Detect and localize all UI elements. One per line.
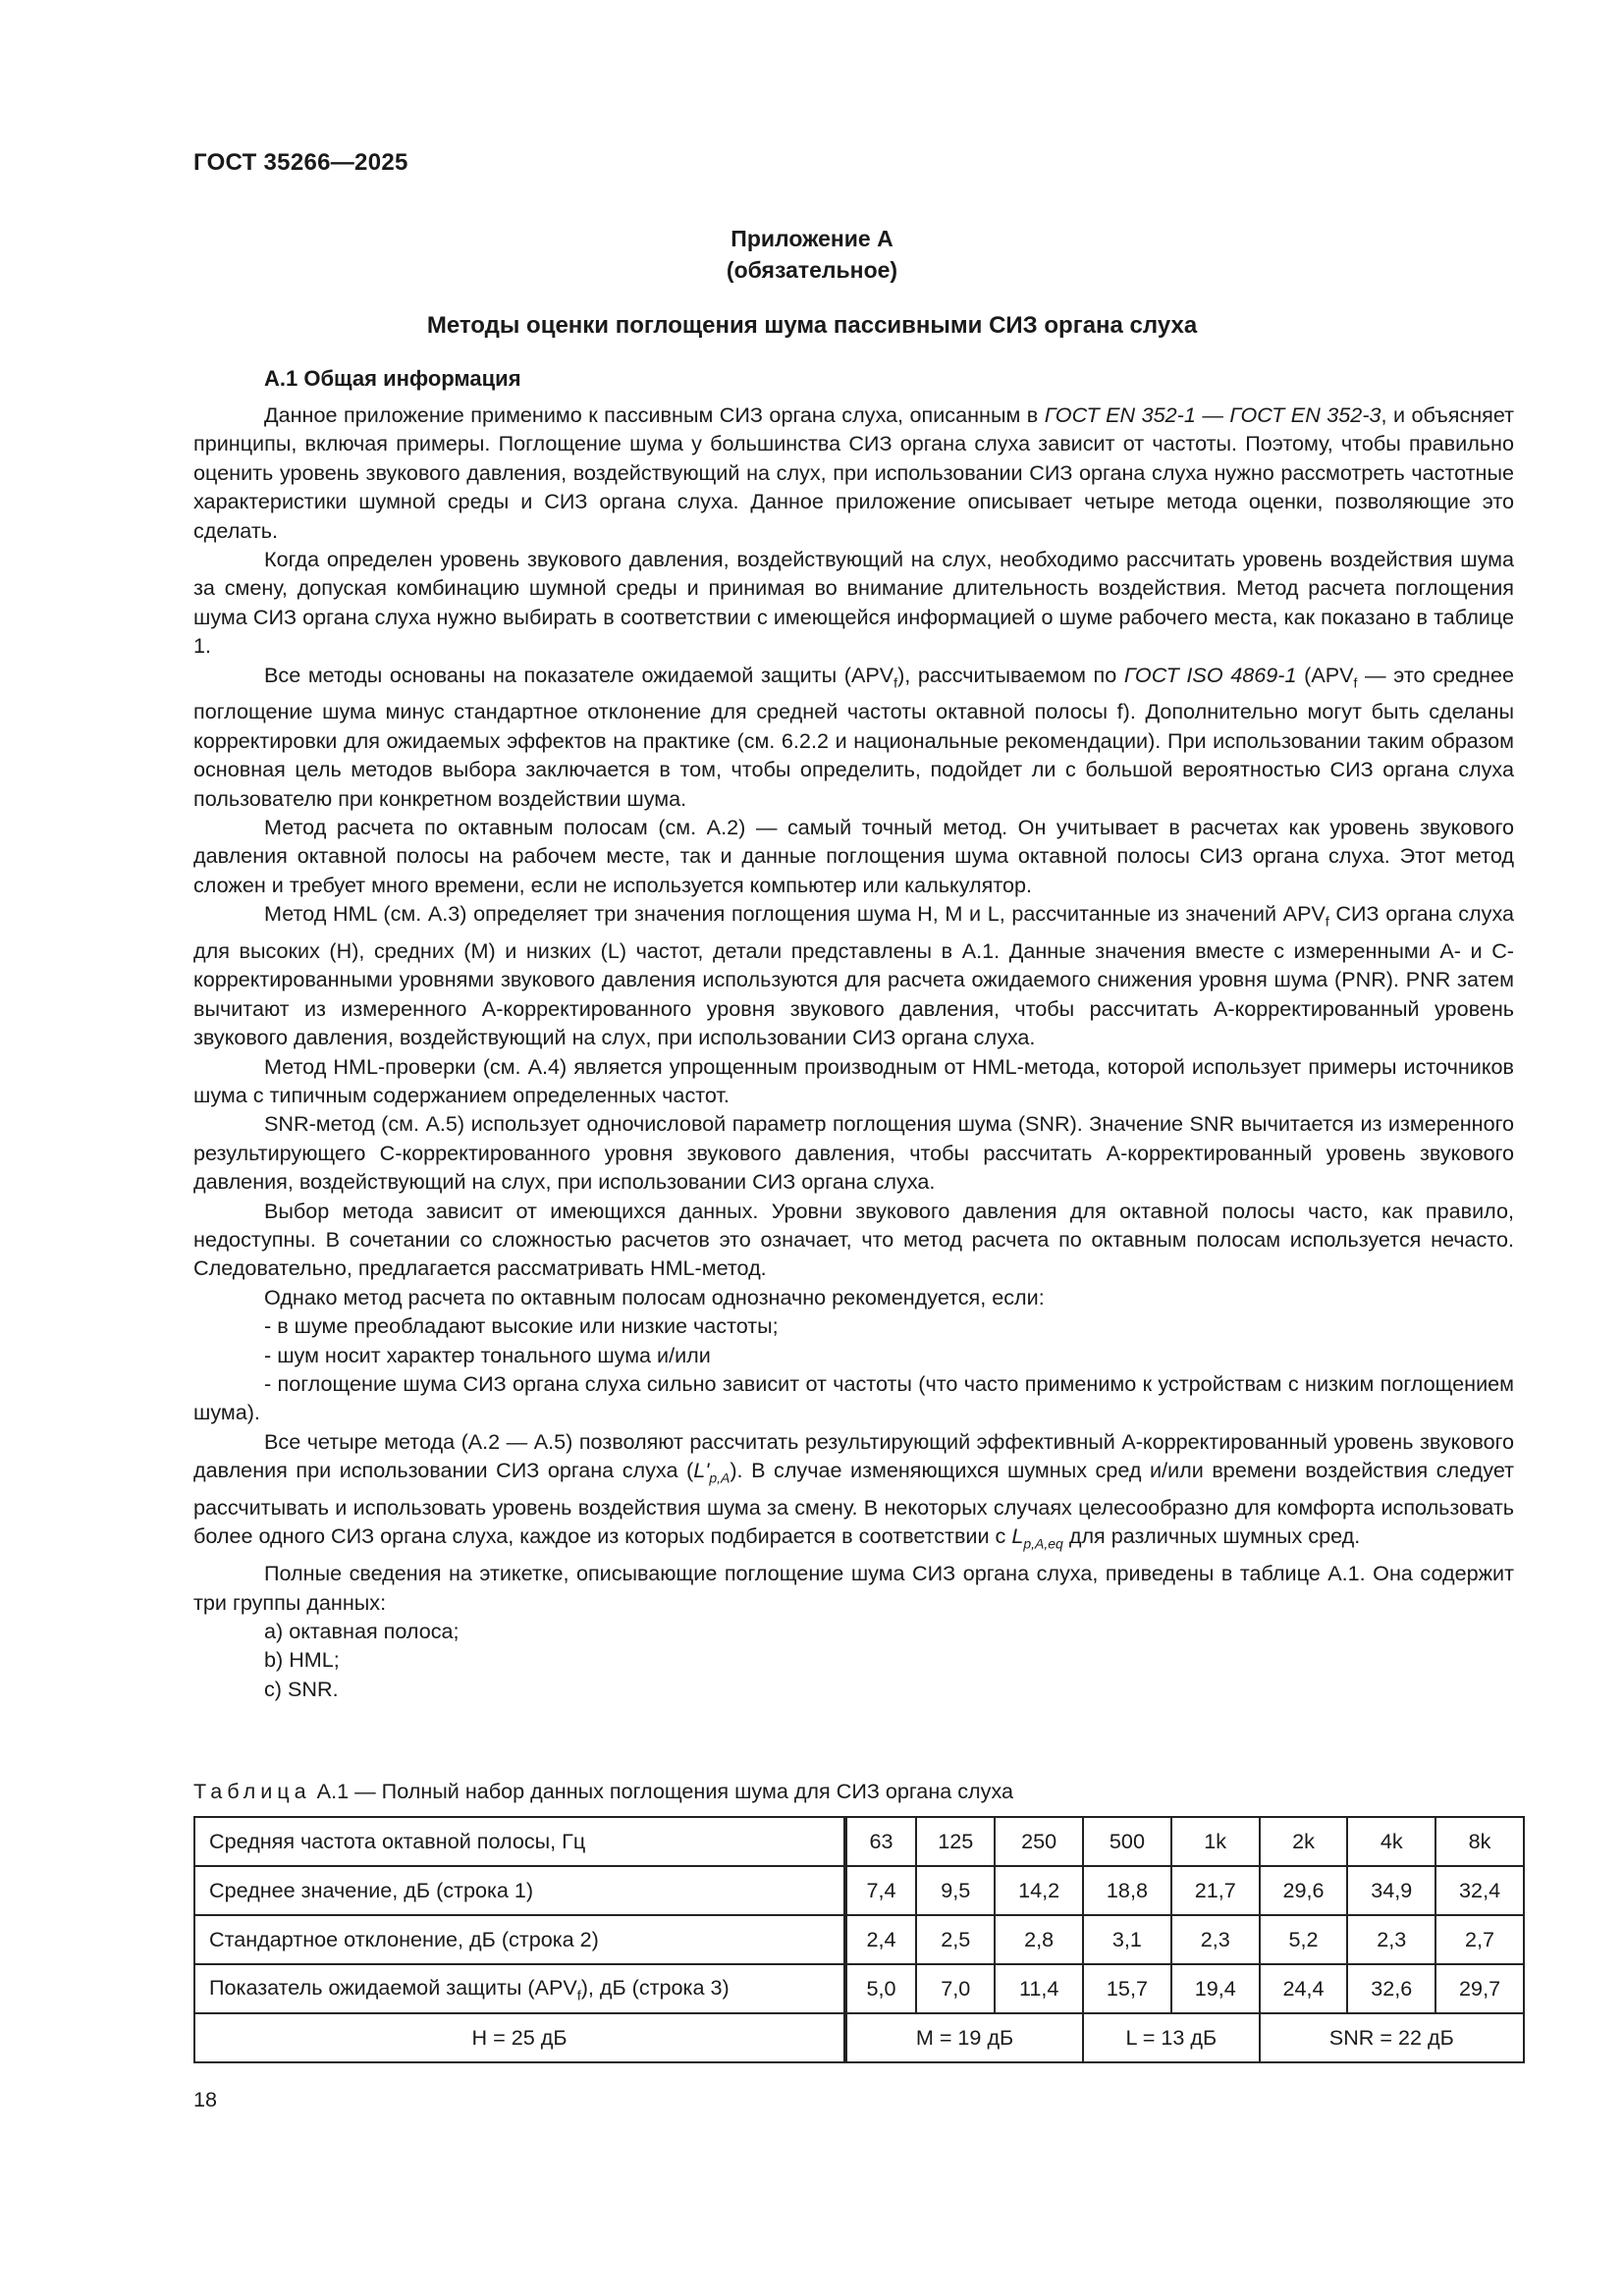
table-cell: 2,5 — [916, 1915, 995, 1964]
paragraph-11: Полные сведения на этикетке, описывающие поглощение шума СИЗ органа слуха, приведены в таблице А.1. Она содержит три группы данных: — [193, 1561, 1514, 1615]
noise-data-table — [193, 1816, 1525, 2063]
table-row — [194, 1866, 1524, 1915]
paragraph-8: Выбор метода зависит от имеющихся данных. Уровни звукового давления для октавной полосы часто, как правило, недоступны. В сочетании со сложностью расчетов это означает, что метод расчета по октавным полосам используется нечасто. Следовательно, предлагается рассматривать HML-метод. — [193, 1198, 1514, 1281]
paragraph-7: SNR-метод (см. А.5) использует одночисловой параметр поглощения шума (SNR). Значение SNR вычитается из измеренного результирующего С-корректированного уровня звукового давления, чтобы рассчитать А-корректированный уровень звукового давления, воздействующий на слух, при использовании СИЗ органа слуха. — [193, 1111, 1514, 1195]
bullet-1: - в шуме преобладают высокие или низкие частоты; — [264, 1313, 779, 1339]
paragraph-5: Метод HML (см. А.3) определяет три значения поглощения шума H, M и L, рассчитанные из значений $APV_f$ СИЗ органа слуха для высоких (H), средних (M) и низких (L) частот, детали представлены в А.1. Данные значения вместе с измеренными А- и С-корректированными уровнями звукового давления используются для расчета ожидаемого снижения уровня шума (PNR). PNR затем вычитают из измеренного А-корректированного уровня звукового давления, чтобы рассчитать А-корректированный уровень звукового давления, воздействующий на слух, при использовании СИЗ органа слуха. — [193, 901, 1515, 1050]
annex-heading: Методы оценки поглощения шума пассивными СИЗ органа слуха — [426, 312, 1198, 339]
list-item-c: c) SNR. — [264, 1676, 339, 1701]
table-cell: 29,7 — [1435, 1964, 1524, 2013]
table-cell: Показатель ожидаемой защиты $(APV_f)$, дБ (строка 3) — [194, 1964, 845, 2013]
table-cell: 1k — [1171, 1817, 1260, 1866]
table-cell: 19,4 — [1171, 1964, 1260, 2013]
list-item-b: b) HML; — [264, 1647, 340, 1673]
table-cell: 4k — [1347, 1817, 1435, 1866]
table-row — [194, 1817, 1524, 1866]
bullet-3: - поглощение шума СИЗ органа слуха сильно зависит от частоты (что часто применимо к устройствам с низким поглощением шума). — [193, 1371, 1514, 1425]
page-number: 18 — [193, 2087, 218, 2111]
paragraph-6: Метод HML-проверки (см. А.4) является упрощенным производным от HML-метода, которой использует примеры источников шума с типичным содержанием определенных частот. — [193, 1053, 1514, 1107]
m-value-cell: M = 19 дБ — [845, 2013, 1083, 2062]
table-cell: Среднее значение, дБ (строка 1) — [194, 1866, 845, 1915]
table-row — [194, 1964, 1524, 2013]
table-cell: 9,5 — [916, 1866, 995, 1915]
table-cell: Стандартное отклонение, дБ (строка 2) — [194, 1915, 845, 1964]
table-cell: 21,7 — [1171, 1866, 1260, 1915]
table-cell: 18,8 — [1083, 1866, 1171, 1915]
table-cell: 500 — [1083, 1817, 1171, 1866]
table-cell: 7,0 — [916, 1964, 995, 2013]
table-cell: 2,3 — [1171, 1915, 1260, 1964]
table-cell: 29,6 — [1260, 1866, 1348, 1915]
table-cell: 11,4 — [995, 1964, 1083, 2013]
table-cell: 2,4 — [845, 1915, 916, 1964]
table-cell: 2k — [1260, 1817, 1348, 1866]
table-cell: 34,9 — [1347, 1866, 1435, 1915]
table-caption: Таблица А.1 — Полный набор данных поглощения шума для СИЗ органа слуха — [193, 1779, 1014, 1803]
table-cell: 32,4 — [1435, 1866, 1524, 1915]
table-cell: 7,4 — [845, 1866, 916, 1915]
paragraph-9: Однако метод расчета по октавным полосам однозначно рекомендуется, если: — [264, 1284, 1045, 1309]
annex-status: (обязательное) — [726, 257, 898, 283]
table-cell: 32,6 — [1347, 1964, 1435, 2013]
snr-value-cell: SNR = 22 дБ — [1260, 2013, 1524, 2062]
table-cell: 250 — [995, 1817, 1083, 1866]
table-cell: 24,4 — [1260, 1964, 1348, 2013]
table-cell: 15,7 — [1083, 1964, 1171, 2013]
body-text — [193, 400, 1514, 1703]
table-cell: 2,8 — [995, 1915, 1083, 1964]
table-summary-row — [194, 2013, 1524, 2062]
paragraph-2: Когда определен уровень звукового давления, воздействующий на слух, необходимо рассчитать уровень воздействия шума за смену, допуская комбинацию шумной среды и принимая во внимание длительность воздействия. Метод расчета поглощения шума СИЗ органа слуха нужно выбирать в соответствии с имеющейся информацией о шуме рабочего места, как показано в таблице 1. — [193, 547, 1514, 659]
paragraph-10: Все четыре метода (А.2 — А.5) позволяют рассчитать результирующий эффективный А-корректированный уровень звукового давления при использовании СИЗ органа слуха $(L'_{p,A})$. В случае изменяющихся шумных сред и/или времени воздействия следует рассчитывать и использовать уровень воздействия шума за смену. В некоторых случаях целесообразно для комфорта использовать более одного СИЗ органа слуха, каждое из которых подбирается в соответствии с $L_{p,A,eq}$ для различных шумных сред. — [193, 1428, 1515, 1552]
table-cell: 14,2 — [995, 1866, 1083, 1915]
table-cell: 5,2 — [1260, 1915, 1348, 1964]
table-row — [194, 1915, 1524, 1964]
paragraph-1: Данное приложение применимо к пассивным СИЗ органа слуха, описанным в ГОСТ EN 352-1 — ГОСТ EN 352-3, и объясняет принципы, включая примеры. Поглощение шума у большинства СИЗ органа слуха зависит от частоты. Поэтому, чтобы правильно оценить уровень звукового давления, воздействующий на слух, при использовании СИЗ органа слуха нужно рассмотреть частотные характеристики шумной среды и СИЗ органа слуха. Данное приложение описывает четыре метода оценки, позволяющие это сделать. — [193, 402, 1514, 543]
table-cell: 2,3 — [1347, 1915, 1435, 1964]
table-cell: 3,1 — [1083, 1915, 1171, 1964]
table-cell: 8k — [1435, 1817, 1524, 1866]
document-header: ГОСТ 35266—2025 — [193, 149, 408, 176]
table-cell: 63 — [845, 1817, 916, 1866]
table-cell: 2,7 — [1435, 1915, 1524, 1964]
list-item-a: a) октавная полоса; — [264, 1618, 460, 1643]
section-heading: А.1 Общая информация — [264, 366, 521, 391]
h-value-cell: H = 25 дБ — [194, 2013, 845, 2062]
paragraph-4: Метод расчета по октавным полосам (см. А.2) — самый точный метод. Он учитывает в расчетах как уровень звукового давления октавной полосы на рабочем месте, так и данные поглощения шума октавной полосы СИЗ органа слуха. Этот метод сложен и требует много времени, если не используется компьютер или калькулятор. — [193, 815, 1514, 897]
annex-title: Приложение А — [731, 226, 893, 251]
table-cell: 125 — [916, 1817, 995, 1866]
l-value-cell: L = 13 дБ — [1083, 2013, 1260, 2062]
table-cell: 5,0 — [845, 1964, 916, 2013]
bullet-2: - шум носит характер тонального шума и/или — [264, 1342, 711, 1367]
paragraph-3: Все методы основаны на показателе ожидаемой защиты $(APV_f)$, рассчитываемом по ГОСТ ISO 4869-1 ($APV_f$ — это среднее поглощение шума минус стандартное отклонение для средней частоты октавной полосы f). Дополнительно могут быть сделаны корректировки для ожидаемых эффектов на практике (см. 6.2.2 и национальные рекомендации). При использовании таким образом основная цель методов выбора заключается в том, чтобы определить, подойдет ли с большой вероятностью СИЗ органа слуха пользователю при конкретном воздействии шума. — [193, 662, 1514, 811]
table-cell: Средняя частота октавной полосы, Гц — [194, 1817, 845, 1866]
